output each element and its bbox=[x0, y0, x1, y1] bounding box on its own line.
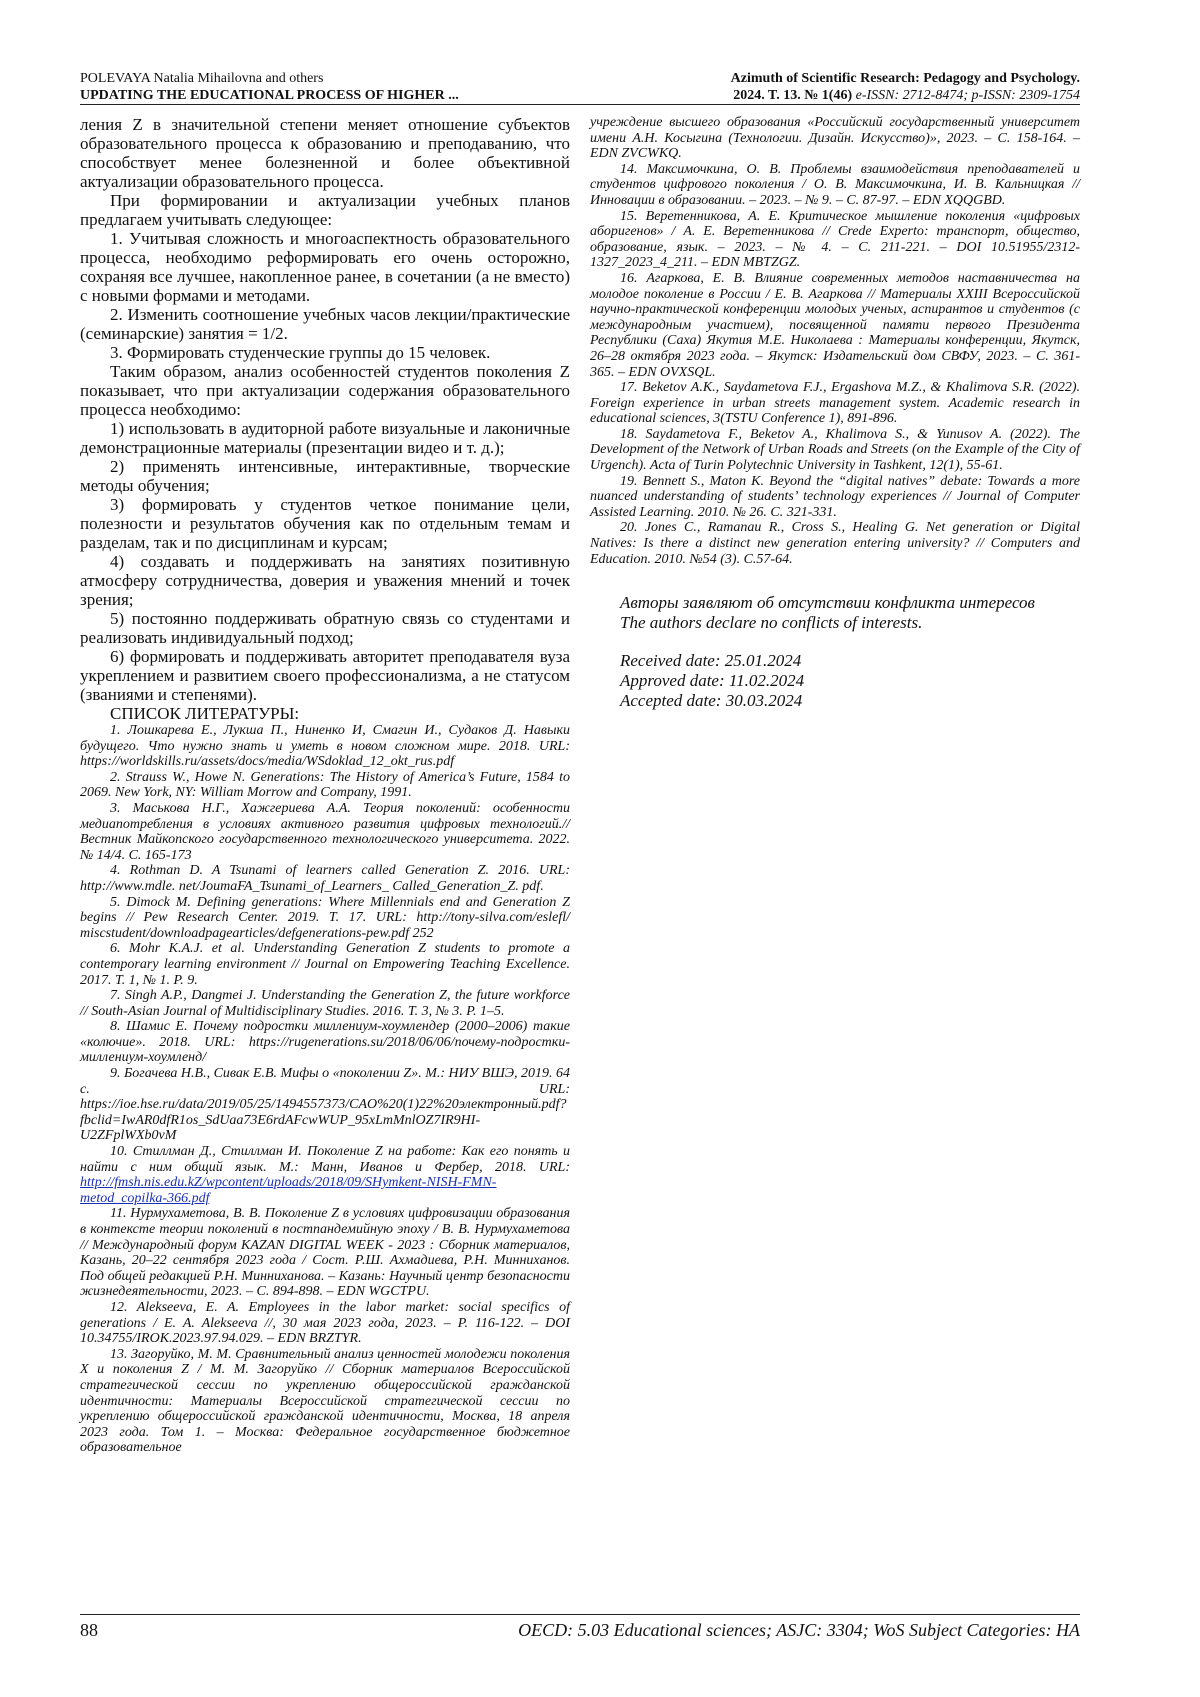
reference-item: 2. Strauss W., Howe N. Generations: The History of America’s Future, 1584 to 2069. New York, NY: William Morrow and Company, 1991. bbox=[80, 769, 570, 801]
reference-item: 7. Singh A.P., Dangmei J. Understanding the Generation Z, the future workforce // South-Asian Journal of Multidisciplinary Studies. 2016. T. 3, № 3. P. 1–5. bbox=[80, 988, 570, 1019]
list-item: 2. Изменить соотношение учебных часов лекции/практические (семинарские) занятия = 1/2. bbox=[80, 305, 570, 343]
left-column bbox=[80, 115, 570, 1456]
list-item: 5) постоянно поддерживать обратную связь со студентами и реализовать индивидуальный подход; bbox=[80, 609, 570, 647]
paragraph: ления Z в значительной степени меняет отношение субъектов образовательного процесса к образованию и преподаванию, что способствует менее болезненной и более объективной актуализации образовательного процесса. bbox=[80, 115, 570, 191]
journal-page bbox=[80, 66, 1080, 1666]
reference-item: 20. Jones C., Ramanau R., Cross S., Healing G. Net generation or Digital Natives: Is there a distinct new generation entering university? // Computers and Education. 2010. №54 (3). С.57-64. bbox=[590, 520, 1080, 567]
header-article-title: UPDATING THE EDUCATIONAL PROCESS OF HIGHER ... bbox=[80, 88, 459, 103]
received-date: Received date: 25.01.2024 bbox=[620, 651, 802, 671]
reference-item: 19. Bennett S., Maton K. Beyond the “digital natives” debate: Towards a more nuanced understanding of students’ technology experiences // Journal of Computer Assisted Learning. 2010. № 26. С. 321-331. bbox=[590, 473, 1080, 520]
list-item: 3. Формировать студенческие группы до 15 человек. bbox=[110, 343, 491, 362]
header-issn: e-ISSN: 2712-8474; p-ISSN: 2309-1754 bbox=[855, 88, 1080, 103]
header-volume: 2024. T. 13. № 1(46) bbox=[733, 88, 853, 103]
approved-date: Approved date: 11.02.2024 bbox=[620, 671, 805, 691]
reference-item: 3. Маськова Н.Г., Хажгериева А.А. Теория поколений: особенности медиапотребления в условиях активного развития цифровых технологий.// Вестник Майкопского государственного технологического университета. 2022. № 14/4. С. 165-173 bbox=[80, 800, 570, 863]
running-footer bbox=[80, 1614, 1080, 1654]
header-right bbox=[731, 70, 1080, 104]
reference-item: 16. Агаркова, Е. В. Влияние современных методов наставничества на молодое поколение в России / Е. В. Агаркова // Материалы XXIII Всероссийской научно-практической конференции молодых ученых, аспирантов и студентов (с международным участием), посвященной памяти первого Президента Республики (Саха) Якутия М.Е. Николаева : Материалы конференции, Якутск, 26–28 октября 2023 года. – Якутск: Издательский дом СВФУ, 2023. – С. 361-365. – EDN OVXSQL. bbox=[590, 270, 1080, 380]
reference-item: 14. Максимочкина, О. В. Проблемы взаимодействия преподавателей и студентов цифрового поколения / О. В. Максимочкина, И. В. Кальницкая // Инновации в образовании. – 2023. – № 9. – С. 87-97. – EDN XQQGBD. bbox=[590, 161, 1080, 208]
header-left bbox=[80, 70, 459, 104]
reference-text: 10. Стиллман Д., Стиллман И. Поколение Z на работе: Как его понять и найти с ним общий язык. М.: Манн, Иванов и Фербер, 2018. URL: bbox=[80, 1144, 570, 1175]
reference-item: 15. Веретенникова, А. Е. Критическое мышление поколения «цифровых аборигенов» / А. Е. Веретенникова // Crede Experto: транспорт, общество, образование, язык. – 2023. – № 4. – С. 211-221. – DOI 10.51955/2312-1327_2023_4_211. – EDN MBTZGZ. bbox=[590, 208, 1080, 271]
reference-item: 11. Нурмухаметова, В. В. Поколение Z в условиях цифровизации образования в контексте теории поколений в постпандемийную эпоху / В. В. Нурмухаметова // Международный форум KAZAN DIGITAL WEEK - 2023 : Сборник материалов, Казань, 20–22 сентября 2023 года / Сост. Р.Ш. Ахмадиева, Р.Н. Минниханов. Под общей редакцией Р.Н. Минниханова. – Казань: Научный центр безопасности жизнедеятельности, 2023. – С. 894-898. – EDN WGCTPU. bbox=[80, 1206, 570, 1300]
references-heading: СПИСОК ЛИТЕРАТУРЫ: bbox=[110, 704, 300, 723]
accepted-date: Accepted date: 30.03.2024 bbox=[620, 691, 803, 711]
reference-item: 17. Beketov A.K., Saydametova F.J., Ergashova M.Z., & Khalimova S.R. (2022). Foreign experience in urban streets management system. Academic research in educational sciences, 3(TSTU Conference 1), 891-896. bbox=[590, 380, 1080, 427]
running-header bbox=[80, 66, 1080, 106]
reference-item-10 bbox=[80, 1144, 570, 1206]
spacer bbox=[590, 567, 1080, 593]
list-item: 1. Учитывая сложность и многоаспектность образовательного процесса, необходимо реформировать его очень осторожно, сохраняя все лучшее, накопленное ранее, в сочетании (а не вместо) с новыми формами и методами. bbox=[80, 229, 570, 305]
header-journal: Azimuth of Scientific Research: Pedagogy and Psychology. bbox=[730, 71, 1080, 86]
reference-item-continued: учреждение высшего образования «Российский государственный университет имени А.Н. Косыгина (Технологии. Дизайн. Искусство)», 2023. – С. 158-164. – EDN ZVCWKQ. bbox=[590, 115, 1080, 162]
reference-link[interactable]: http://fmsh.nis.edu.kZ/wpcontent/uploads/2018/09/SHymkent-NISH-FMN-metod_copilka-366.pdf bbox=[80, 1175, 497, 1206]
header-author: POLEVAYA Natalia Mihailovna and others bbox=[80, 71, 324, 86]
list-item: 2) применять интенсивные, интерактивные, творческие методы обучения; bbox=[80, 457, 570, 495]
reference-item bbox=[80, 1347, 570, 1456]
footer-rule bbox=[80, 1614, 1080, 1615]
paragraph: При формировании и актуализации учебных планов предлагаем учитывать следующее: bbox=[80, 191, 570, 229]
header-rule bbox=[80, 104, 1080, 105]
paragraph: Таким образом, анализ особенностей студентов поколения Z показывает, что при актуализации содержания образовательного процесса необходимо: bbox=[80, 362, 570, 419]
reference-item: 1. Лошкарева Е., Лукша П., Ниненко И, Смагин И., Судаков Д. Навыки будущего. Что нужно знать и уметь в новом сложном мире. 2018. URL: https://worldskills.ru/assets/docs/media/WSdoklad_12_okt_rus.pdf bbox=[80, 723, 570, 770]
list-item: 6) формировать и поддерживать авторитет преподавателя вуза укреплением и развитием своего профессионализма, а не статусом (званиями и степенями). bbox=[80, 647, 570, 704]
reference-text: 13. Загоруйко, М. М. Сравнительный анализ ценностей молодежи поколения X и поколения Z / М. М. Загоруйко // Сборник материалов Всероссийской стратегической сессии по укреплению общероссийской гражданской идентичности: Материалы Всероссийской стратегической сессии по укреплению общероссийской гражданской идентичности, Москва, 18 апреля 2023 года. Том 1. – Москва: Федеральное государственное бюджетное образовательное bbox=[80, 1346, 570, 1456]
list-item: 4) создавать и поддерживать на занятиях позитивную атмосферу сотрудничества, доверия и уважения мнений и точек зрения; bbox=[80, 552, 570, 609]
conflict-statement-ru: Авторы заявляют об отсутствии конфликта интересов bbox=[620, 593, 1035, 613]
reference-item: 4. Rothman D. A Tsunami of learners called Generation Z. 2016. URL: http://www.mdle. net/JoumaFA_Tsunami_of_Learners_ Called_Generation_Z. pdf. bbox=[80, 863, 570, 894]
list-item: 3) формировать у студентов четкое понимание цели, полезности и результатов обучения как по отдельным темам и разделам, так и по дисциплинам и курсам; bbox=[80, 495, 570, 552]
subject-classification: OECD: 5.03 Educational sciences; ASJC: 3304; WoS Subject Categories: HA bbox=[518, 1620, 1080, 1640]
reference-item: 6. Mohr K.A.J. et al. Understanding Generation Z students to promote a contemporary learning environment // Journal on Empowering Teaching Excellence. 2017. T. 1, № 1. P. 9. bbox=[80, 941, 570, 988]
reference-item: 18. Saydametova F., Beketov A., Khalimova S., & Yunusov A. (2022). The Development of the Network of Urban Roads and Streets (on the Example of the City of Urgench). Acta of Turin Polytechnic University in Tashkent, 12(1), 55-61. bbox=[590, 426, 1080, 474]
reference-item: 9. Богачева Н.В., Сивак Е.В. Мифы о «поколении Z». М.: НИУ ВШЭ, 2019. 64 с. URL: https://ioe.hse.ru/data/2019/05/25/1494557373/CAO%20(1)22%20электронный.pdf?fbclid=IwAR0dfR1os_SdUaa73E6rdAFcwWUP_95xLmMnlOZ7IR9HI-U2ZFplWXb0vM bbox=[80, 1066, 570, 1144]
conflict-statement-en: The authors declare no conflicts of interests. bbox=[620, 613, 923, 633]
reference-item: 5. Dimock M. Defining generations: Where Millennials end and Generation Z begins // Pew Research Center. 2019. T. 17. URL: http://tony-silva.com/eslefl/ miscstudent/downloadpagearticles/defgenerations-pew.pdf 252 bbox=[80, 894, 570, 941]
spacer bbox=[590, 633, 1080, 651]
reference-item: 8. Шамис Е. Почему подростки миллениум-хоумлендер (2000–2006) такие «колючие». 2018. URL: https://rugenerations.su/2018/06/06/почему-подростки-миллениум-хоумленд/ bbox=[80, 1019, 570, 1066]
page-number: 88 bbox=[80, 1620, 98, 1640]
list-item: 1) использовать в аудиторной работе визуальные и лаконичные демонстрационные материалы (презентации видео и т. д.); bbox=[80, 419, 570, 457]
right-column bbox=[590, 115, 1080, 711]
reference-item: 12. Alekseeva, E. A. Employees in the labor market: social specifics of generations / E. A. Alekseeva //, 30 мая 2023 года, 2023. – P. 116-122. – DOI 10.34755/IROK.2023.97.94.029. – EDN BRZTYR. bbox=[80, 1299, 570, 1347]
